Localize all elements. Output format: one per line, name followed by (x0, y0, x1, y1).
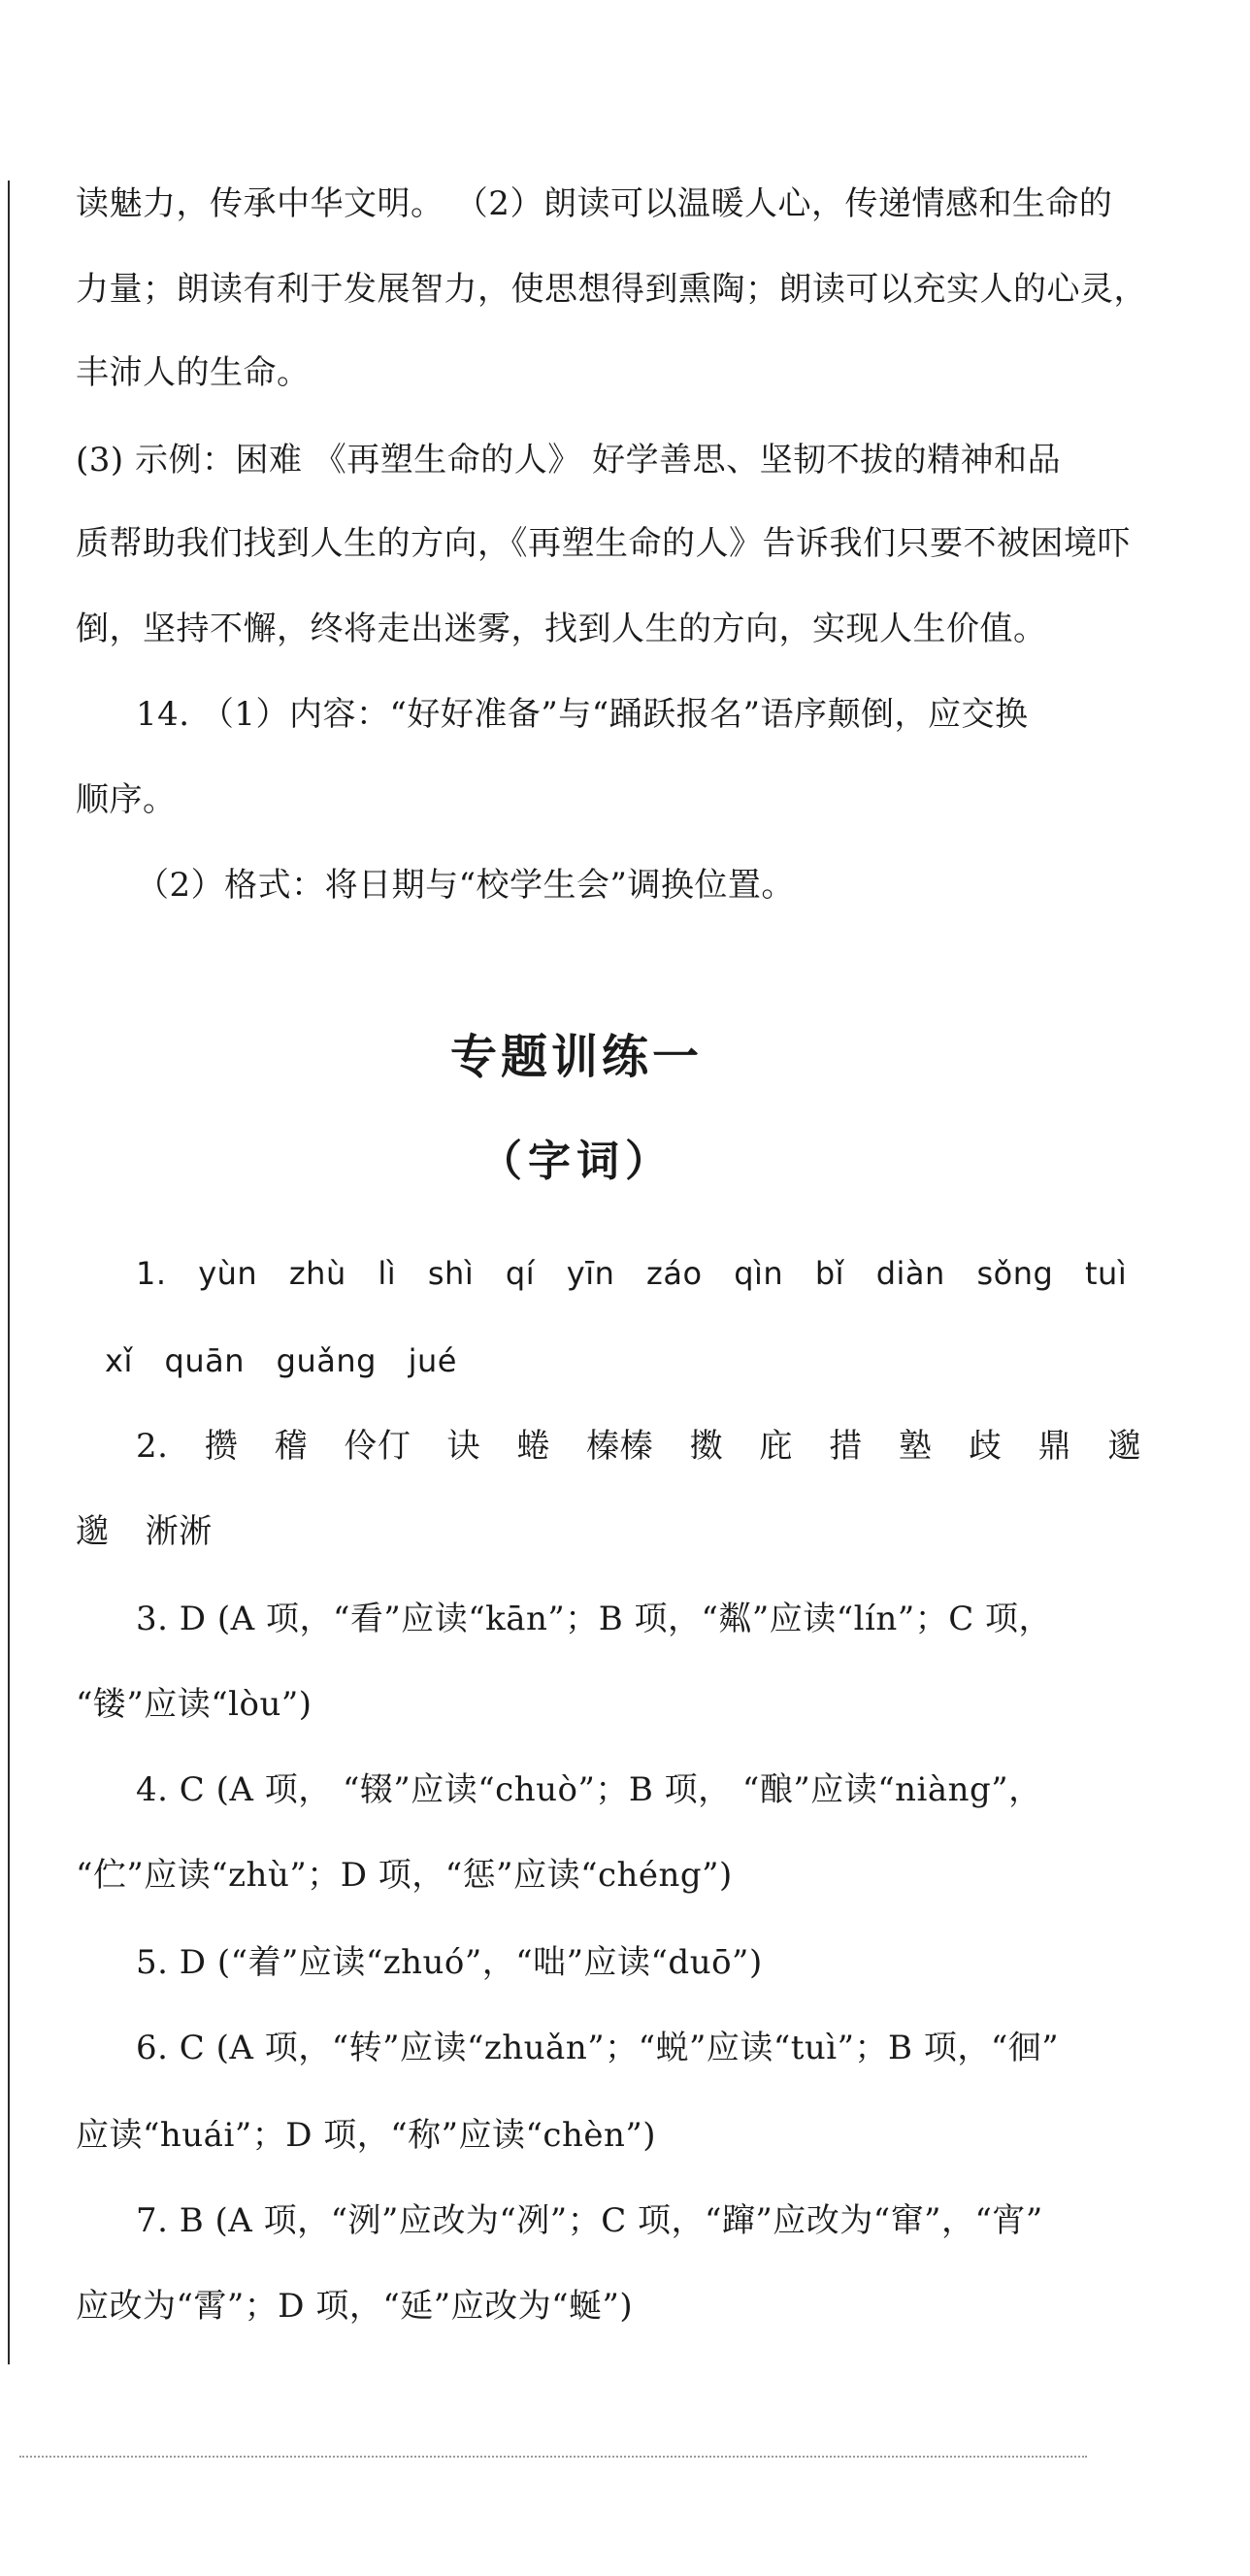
text-line: 质帮助我们找到人生的方向，《再塑生命的人》告诉我们只要不被困境吓 (76, 524, 1131, 563)
answer-line: 4. C (A 项， “辍”应读“chuò”；B 项， “酿”应读“niàng”， (136, 1770, 1042, 1809)
bottom-dotted-rule (19, 2456, 1087, 2458)
text-line: （2）格式：将日期与“校学生会”调换位置。 (136, 866, 795, 905)
text-line: 力量；朗读有利于发展智力，使思想得到熏陶；朗读可以充实人的心灵， (76, 270, 1147, 309)
text-line: 14. （1）内容：“好好准备”与“踊跃报名”语序颠倒，应交换 (136, 695, 1029, 734)
section-subtitle: （字词） (479, 1137, 674, 1186)
answer-line: 5. D (“着”应读“zhuó”，“咄”应读“duō”) (136, 1943, 763, 1982)
answer-line: 7. B (A 项，“洌”应改为“冽”；C 项，“蹿”应改为“窜”，“宵” (136, 2201, 1043, 2240)
text-line: 顺序。 (76, 780, 177, 819)
left-margin-rule (8, 181, 10, 2364)
text-line: 倒，坚持不懈，终将走出迷雾，找到人生的方向，实现人生价值。 (76, 610, 1047, 648)
text-line: (3) 示例：困难 《再塑生命的人》 好学善思、坚韧不拔的精神和品 (76, 441, 1062, 479)
answer-line: 6. C (A 项，“转”应读“zhuǎn”；“蜕”应读“tuì”；B 项，“徊” (136, 2029, 1060, 2067)
text-line: 丰沛人的生命。 (76, 353, 311, 392)
answer-line: 应读“huái”；D 项，“称”应读“chèn”) (76, 2116, 657, 2155)
answer-line: “伫”应读“zhù”；D 项，“惩”应读“chéng”) (76, 1856, 733, 1895)
answer-line: 1. yùn zhù lì shì qí yīn záo qìn bǐ diàn sǒng tuì (136, 1255, 1128, 1292)
answer-line: “镂”应读“lòu”) (76, 1685, 312, 1724)
answer-line: 2. 攒 稽 伶仃 诀 蜷 榛榛 擞 庇 措 塾 歧 鼎 邈 (136, 1427, 1141, 1466)
section-title: 专题训练一 (449, 1030, 703, 1084)
answer-line: xǐ quān guǎng jué (105, 1342, 457, 1379)
answer-line: 邈 淅淅 (76, 1512, 213, 1551)
text-line: 读魅力，传承中华文明。 （2）朗读可以温暖人心，传递情感和生命的 (76, 184, 1113, 223)
answer-line: 3. D (A 项，“看”应读“kān”；B 项，“粼”应读“lín”；C 项， (136, 1600, 1053, 1638)
answer-line: 应改为“霄”；D 项，“延”应改为“蜒”) (76, 2287, 634, 2326)
